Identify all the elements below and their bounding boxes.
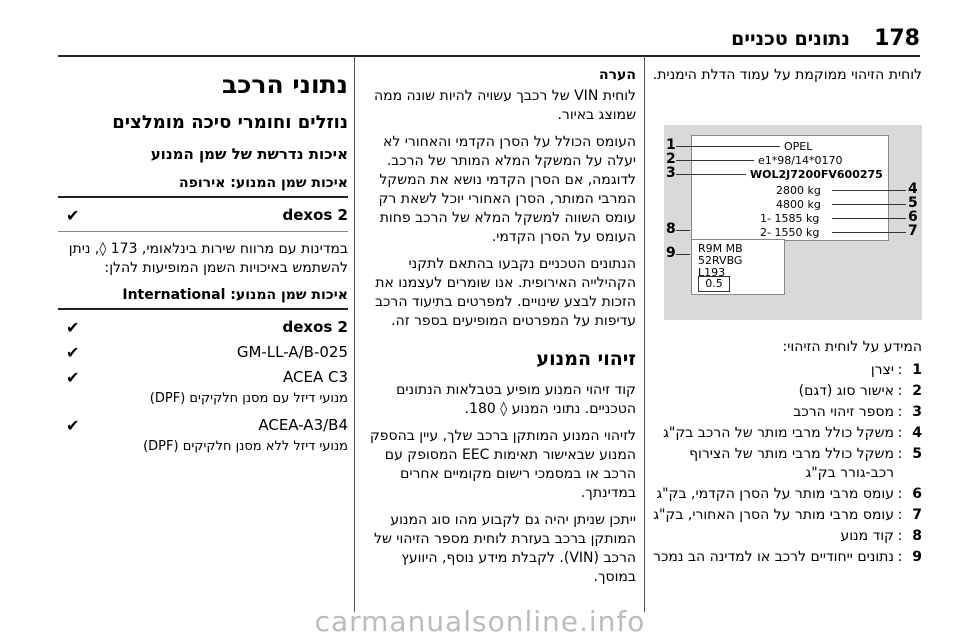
plate-line: WOL2J7200FV600275 [750,168,883,181]
leader-line [676,254,690,255]
engine-id-heading: זיהוי המנוע [536,348,636,370]
check-icon: ✔ [66,368,80,387]
legend-item: 8 : קוד מנוע [840,528,922,544]
section-rule [58,231,348,232]
plate-line: 4800 kg [776,198,821,211]
note-title: הערה [599,67,636,83]
engine-code-text: קוד זיהוי המנוע מופיע בטבלאות הנתונים הטכניים. נתוני המנוע ◊ 180. [396,382,636,417]
column-divider [354,56,355,612]
plate-line: 1- 1585 kg [760,212,820,225]
header-rule [58,55,920,57]
spec-row [58,206,348,225]
callout-3: 3 [666,165,676,181]
legend-block [640,338,922,569]
page-header [0,0,960,56]
leader-line [676,230,690,231]
watermark: carmanualsonline.info [314,605,646,638]
spec-name: dexos 2 [282,206,348,224]
legend-item: 3 : מספר זיהוי הרכב [793,404,922,420]
leader-line [676,160,754,161]
callout-7: 7 [908,223,918,239]
plate-line: 2- 1550 kg [760,226,820,239]
code-line: 52RVBG [698,254,743,267]
engine-code-box [691,239,785,295]
check-icon: ✔ [66,206,80,225]
europe-heading: איכות שמן המנוע: אירופה [179,175,348,191]
section-rule [58,196,348,198]
leader-line [832,232,906,233]
leader-line [832,190,906,191]
international-heading: איכות שמן המנוע: International [122,287,348,303]
callout-2: 2 [666,151,676,167]
callout-1: 1 [666,137,676,153]
legend-item: 9 : נתונים ייחודיים לרכב או למדינה הב נמכר [653,549,922,565]
legend-list [640,361,922,567]
check-icon: ✔ [66,416,80,435]
leader-line [832,218,906,219]
callout-5: 5 [908,195,918,211]
check-icon: ✔ [66,318,80,337]
page-number: 178 [874,26,920,51]
section-rule [58,308,348,310]
spec-note: מנועי דיזל עם מסנן חלקיקים (DPF) [149,391,348,406]
spec-note: מנועי דיזל ללא מסנן חלקיקים (DPF) [143,439,348,454]
leader-line [676,146,780,147]
legend-item: 7 : עומס מרבי מותר על הסרן האחורי, בק"ג [653,507,922,523]
callout-9: 9 [666,245,676,261]
spec-name: GM-LL-A/B-025 [236,343,348,361]
standards-text: הנתונים הטכניים נקבעו בהתאם לתקני הקהילייה האירופית. אנו שומרים לעצמנו את הזכות לבצע שינויים. למפרטים בתיעוד הרכב עדיפות על המפרטים המופיעים בספר זה. [374,256,636,329]
spec-row [58,318,348,337]
vin-plate [691,135,889,241]
section-title: נתונים טכניים [731,28,850,50]
plate-line: OPEL [784,140,813,153]
legend-item: 2 : אישור סוג (דגם) [798,383,922,399]
check-icon: ✔ [66,343,80,362]
code-badge: 0.5 [698,276,730,292]
spec-name: dexos 2 [282,318,348,336]
column-vehicle-data [58,66,348,464]
plate-line: 2800 kg [776,184,821,197]
page-subtitle: נוזלים וחומרי סיכה מומלצים [112,112,348,133]
spec-row [58,343,348,362]
legend-item: 4 : משקל כולל מרבי מותר של הרכב בק"ג [663,425,922,441]
oil-quality-heading: איכות נדרשת של שמן המנוע [150,145,348,163]
spec-row [58,368,348,387]
callout-8: 8 [666,221,676,237]
callout-6: 6 [908,209,918,225]
column-vin-plate [640,66,922,93]
legend-title: המידע על לוחית הזיהוי: [782,339,922,355]
column-engine [366,66,636,595]
intro-text: לוחית הזיהוי ממוקמת על עמוד הדלת הימנית. [652,67,922,83]
spec-name: ACEA C3 [283,368,348,386]
legend-item: 6 : עומס מרבי מותר על הסרן הקדמי, בק"ג [656,486,922,502]
spec-name: ACEA-A3/B4 [258,416,348,434]
code-line: R9M MB [698,242,743,255]
leader-line [676,174,746,175]
engine-eec-text: לזיהוי המנוע המותקן ברכב שלך, עיין בהספק המנוע שבאישור תאימות EEC המסופק עם הרכב או במסמכי רישום מקומיים אחרים במדינתך. [369,428,636,501]
page-title: נתוני הרכב [221,70,348,99]
axle-load-text: העומס הכולל על הסרן הקדמי והאחורי לא יעלה על המשקל המלא המותר של הרכב. לדוגמה, אם הסרן הקדמי נושא את המשקל המרבי המותר, הסרן האחורי יוכל לשאת רק עומס השווה למשקל המלא של הרכב פחות העומס על הסרן הקדמי. [378,134,636,245]
spec-row [58,416,348,435]
legend-item: 5 : משקל כולל מרבי מותר של הצירוף רכב-גורר בק"ג [689,446,922,481]
leader-line [832,204,906,205]
intl-service-text: במדינות עם מרווח שירות בינלאומי, 173 ◊, ניתן להשתמש באיכויות השמן המופיעות להלן: [68,241,348,276]
plate-line: e1*98/14*0170 [758,154,843,167]
callout-4: 4 [908,181,918,197]
vin-plate-figure [664,125,922,320]
legend-item: 1 : יצרן [870,362,922,378]
code-line: L193 [698,266,726,279]
engine-vin-text: ייתכן שניתן יהיה גם לקבוע מהו סוג המנוע המותקן ברכב בעזרת לוחית מספר הזיהוי של הרכב (VIN). לקבלת מידע נוסף, היוועץ במוסך. [373,512,636,585]
note-text: לוחית VIN של רכבך עשויה להיות שונה ממה שמוצג באיור. [373,88,636,123]
